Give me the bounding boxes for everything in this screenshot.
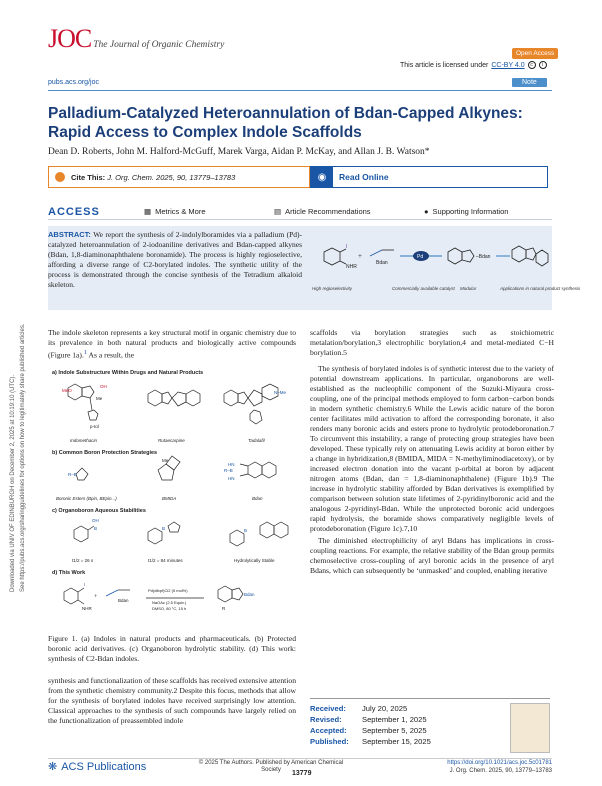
abstract bbox=[48, 230, 302, 290]
dates-divider bbox=[310, 698, 550, 699]
download-notice-line1: Downloaded via UNIV OF EDINBURGH on December 2, 2025 at 10:19:10 (UTC). bbox=[10, 374, 16, 592]
metrics-link[interactable] bbox=[144, 207, 274, 216]
svg-text:Bdan: Bdan bbox=[118, 598, 129, 603]
document-icon: ▤ bbox=[274, 207, 282, 216]
article-title: Palladium-Catalyzed Heteroannulation of Bdan-Capped Alkynes: Rapid Access to Complex Indole Scaffolds bbox=[48, 105, 523, 141]
toc-graphic bbox=[310, 230, 581, 308]
by-icon: i bbox=[539, 61, 547, 69]
read-online-button[interactable] bbox=[310, 166, 548, 188]
bpin-halflife: t1/2 = 84 minutes bbox=[148, 558, 183, 563]
figure-1 bbox=[48, 366, 298, 626]
note-badge: Note bbox=[512, 78, 547, 87]
indomethacin-label: Indomethacin bbox=[70, 438, 98, 443]
recommendations-link[interactable] bbox=[274, 207, 424, 216]
svg-text:Me: Me bbox=[162, 458, 169, 463]
toc-nhr-label: NHR bbox=[346, 264, 357, 270]
date-revised-value: September 1, 2025 bbox=[362, 715, 427, 724]
cite-this-box[interactable] bbox=[48, 166, 310, 188]
abstract-label: ABSTRACT: bbox=[48, 230, 91, 239]
download-notice-line2: See https://pubs.acs.org/sharingguidelines for options on how to legitimately share published articles. bbox=[20, 323, 26, 592]
date-published-label: Published: bbox=[310, 737, 349, 746]
svg-text:MeO: MeO bbox=[62, 388, 72, 393]
boronic-ester-label: Boronic Esters (Bpin, BEpin...) bbox=[56, 496, 117, 501]
svg-text:+: + bbox=[358, 252, 362, 260]
svg-text:NHR: NHR bbox=[82, 606, 92, 611]
bmida-label: BMIDA bbox=[162, 496, 177, 501]
toc-bdan-label: Bdan bbox=[376, 260, 388, 266]
intro-paragraph bbox=[48, 328, 296, 361]
cite-reference: J. Org. Chem. 2025, 90, 13779–13783 bbox=[107, 172, 236, 182]
tadalafil-label: Tadalafil bbox=[248, 438, 265, 443]
acs-publisher-name: ACS Publications bbox=[61, 760, 147, 773]
date-revised-label: Revised: bbox=[310, 715, 342, 724]
svg-text:I: I bbox=[84, 582, 86, 587]
bar-chart-icon: ▦ bbox=[144, 207, 152, 216]
recommendations-label: Article Recommendations bbox=[285, 207, 371, 216]
date-accepted-value: September 5, 2025 bbox=[362, 726, 427, 735]
toc-caption-catalyst: Commercially available catalyst bbox=[392, 286, 455, 291]
svg-text:HN: HN bbox=[228, 476, 235, 481]
date-accepted bbox=[310, 725, 500, 736]
svg-text:N–Me: N–Me bbox=[274, 390, 287, 395]
right-paragraph-1: scaffolds via borylation strategies such as stoichiometric metalation/borylation,3 electrophilic borylation,4 and metal-mediated C−H borylation.5 bbox=[310, 328, 554, 357]
svg-text:+: + bbox=[94, 594, 98, 600]
ref-1[interactable]: 1 bbox=[83, 349, 88, 356]
metrics-label: Metrics & More bbox=[155, 207, 206, 216]
doi-link[interactable]: https://doi.org/10.1021/acs.joc.5c01781 bbox=[447, 760, 552, 766]
license-prefix: This article is licensed under bbox=[400, 61, 489, 69]
svg-text:–Bdan: –Bdan bbox=[476, 254, 491, 260]
svg-text:B: B bbox=[94, 526, 98, 531]
intro-tail: As a result, the bbox=[87, 350, 135, 360]
doi-block bbox=[420, 760, 552, 775]
date-received-value: July 20, 2025 bbox=[362, 704, 408, 713]
right-paragraph-3: The diminished electrophilicity of aryl Bdans has implications in cross-coupling reactions. For example, the relative stability of the Bdan group permits chemoselective cross-coupling of aryl boronic acids in the presence of aryl Bdans, which can subsequently be ‘unmasked’ and coupled, enabling iterative bbox=[310, 536, 554, 575]
toc-tetradium-skeleton bbox=[512, 246, 548, 266]
page-number: 13779 bbox=[292, 770, 312, 777]
license-link[interactable]: CC-BY 4.0 bbox=[491, 61, 525, 69]
right-column bbox=[310, 328, 554, 576]
toc-aniline bbox=[324, 248, 346, 265]
toc-caption-applications: Applications in natural product synthesis bbox=[500, 286, 581, 291]
download-notice bbox=[4, 212, 30, 592]
date-revised bbox=[310, 714, 500, 725]
journal-url[interactable]: pubs.acs.org/joc bbox=[48, 79, 99, 86]
left-column-continuation: synthesis and functionalization of these scaffolds has received extensive attention from the synthetic chemistry community.2 Despite this focus, methods that allow for the synthesis of borylated indoles have received surprisingly low attention. Classical approaches to the synthesis of such compounds have largely relied on the functionalization of preassembled indole bbox=[48, 676, 296, 725]
cite-label: Cite This: bbox=[71, 172, 106, 182]
access-row bbox=[48, 204, 552, 220]
quote-icon bbox=[55, 172, 65, 182]
bdan-stability-label: Hydrolytically Stable bbox=[234, 558, 275, 563]
svg-text:HN: HN bbox=[228, 462, 235, 467]
figure-1-caption: Figure 1. (a) Indoles in natural products and pharmaceuticals. (b) Protected boronic acid derivatives. (c) Organoboron hydrolytic stability. (d) This work: synthesis of C2-Bdan indoles. bbox=[48, 634, 296, 663]
intro-text: The indole skeleton represents a key structural motif in organic chemistry due to its prevalence in both natural products and biologically active compounds (Figure 1a). bbox=[48, 328, 296, 360]
toc-caption-regioselectivity: High regioselectivity bbox=[312, 286, 353, 291]
condition-catalyst: Pd(dtbpf)Cl2 (5 mol%) bbox=[148, 588, 188, 593]
figure-section-b: b) Common Boron Protection Strategies bbox=[52, 450, 158, 456]
journal-reference: J. Org. Chem. 2025, 90, 13779–13783 bbox=[449, 767, 552, 774]
right-paragraph-2: The synthesis of borylated indoles is of synthetic interest due to the variety of potential downstream applications. In particular, organoborons are well-established as the nucleophilic component of the Suzuki-Miyaura cross-coupling, one of the principal methods employed to form carbon−carbon bonds in modern synthetic chemistry.6 While the Lewis acidic nature of the boron center facilitates mild activation to afford the corresponding boronate, it also renders many boronic acids and esters prone to hydrolytic protodeboronation.7 To circumvent this instability, a range of protecting group strategies have been developed. These typically rely on attenuating Lewis acidity at boron either by a change in hybridization,8 (BMIDA, MIDA = N-methyliminodiacetoxy), or by increased electron donation into the vacant p-orbital at boron by adjacent nitrogen atoms (Bdan, dan = 1,8-diaminonaphthalene) (Figure 1b).9 The increase in hydrolytic stability afforded by Bdan derivatives is exemplified by comparison between solution state lifetimes of 2-pyridinylboronic acid and the analogous 2-pyridinyl-Bdan. While the unprotected boronic acid undergoes rapid hydrolysis, the boramide shows comparatively negligible levels of protodeboronation (Figure 1c).7,10 bbox=[310, 364, 554, 533]
svg-text:B: B bbox=[244, 528, 248, 533]
acs-publications-logo[interactable] bbox=[48, 760, 146, 773]
svg-text:R–B: R–B bbox=[224, 468, 233, 473]
condition-solvent: DMSO, 80 °C, 15 h bbox=[152, 606, 187, 611]
date-published-value: September 15, 2025 bbox=[362, 737, 431, 746]
journal-logo[interactable] bbox=[48, 24, 224, 54]
date-received-label: Received: bbox=[310, 704, 346, 713]
svg-text:p-tol: p-tol bbox=[90, 424, 99, 429]
boronic-acid-halflife: t1/2 = 26 s bbox=[72, 558, 94, 563]
cc-icon: c bbox=[528, 61, 536, 69]
condition-base: NaOAc (2.5 Equiv.) bbox=[152, 600, 187, 605]
svg-text:OH: OH bbox=[100, 384, 107, 389]
svg-text:R–B: R–B bbox=[68, 472, 77, 477]
journal-logo-mark: JOC bbox=[48, 24, 92, 53]
access-title: ACCESS bbox=[48, 205, 100, 218]
supporting-label: Supporting Information bbox=[432, 207, 509, 216]
svg-text:OH: OH bbox=[92, 518, 99, 523]
figure-section-c: c) Organoboron Aqueous Stabilities bbox=[52, 508, 146, 514]
toc-indole bbox=[448, 248, 474, 264]
figure-section-a: a) Indole Substructure Within Drugs and Natural Products bbox=[52, 370, 204, 376]
svg-text:Bdan: Bdan bbox=[244, 592, 255, 597]
abstract-body: We report the synthesis of 2-indolylboramides via a palladium (Pd)-catalyzed heteroannulation of 2-iodoaniline derivatives and Bdan-capped alkynes (Bdan, 1,8-diaminonaphthalene boronamide). The process is highly regioselective, affording a diverse range of C2-borylated indoles. The synthetic utility of the process is demonstrated through the concise synthesis of the Tetradium alkaloid skeleton. bbox=[48, 230, 302, 289]
copyright-notice: © 2025 The Authors. Published by American Chemical Society bbox=[198, 760, 344, 773]
toc-caption-modular: Modular bbox=[460, 286, 477, 291]
info-dot-icon: ● bbox=[424, 207, 429, 216]
figure-section-d: d) This Work bbox=[52, 570, 86, 576]
header-divider bbox=[48, 90, 552, 91]
footer-divider bbox=[48, 758, 552, 759]
svg-text:R: R bbox=[222, 606, 226, 611]
svg-text:B: B bbox=[162, 526, 166, 531]
toc-iodo-label: I bbox=[346, 244, 348, 250]
read-online-icon: ◉ bbox=[311, 166, 333, 188]
publication-dates bbox=[310, 703, 500, 747]
date-published bbox=[310, 736, 500, 747]
read-online-label: Read Online bbox=[339, 172, 389, 182]
rutaecarpine-label: Rutaecarpine bbox=[158, 438, 185, 443]
toc-catalyst-label: Pd bbox=[417, 254, 424, 260]
journal-name: The Journal of Organic Chemistry bbox=[93, 40, 225, 50]
svg-text:Me: Me bbox=[96, 396, 103, 401]
journal-cover-thumbnail[interactable] bbox=[510, 703, 550, 753]
author-list: Dean D. Roberts, John M. Halford-McGuff, Marek Varga, Aidan P. McKay, and Allan J. B. Watson* bbox=[48, 147, 430, 157]
bdan-label: Bdan bbox=[252, 496, 263, 501]
license-line bbox=[400, 61, 547, 69]
date-accepted-label: Accepted: bbox=[310, 726, 347, 735]
supporting-info-link[interactable] bbox=[424, 207, 508, 216]
open-access-badge: Open Access bbox=[512, 48, 558, 59]
acs-logo-icon: ❋ bbox=[48, 761, 58, 773]
date-received bbox=[310, 703, 500, 714]
